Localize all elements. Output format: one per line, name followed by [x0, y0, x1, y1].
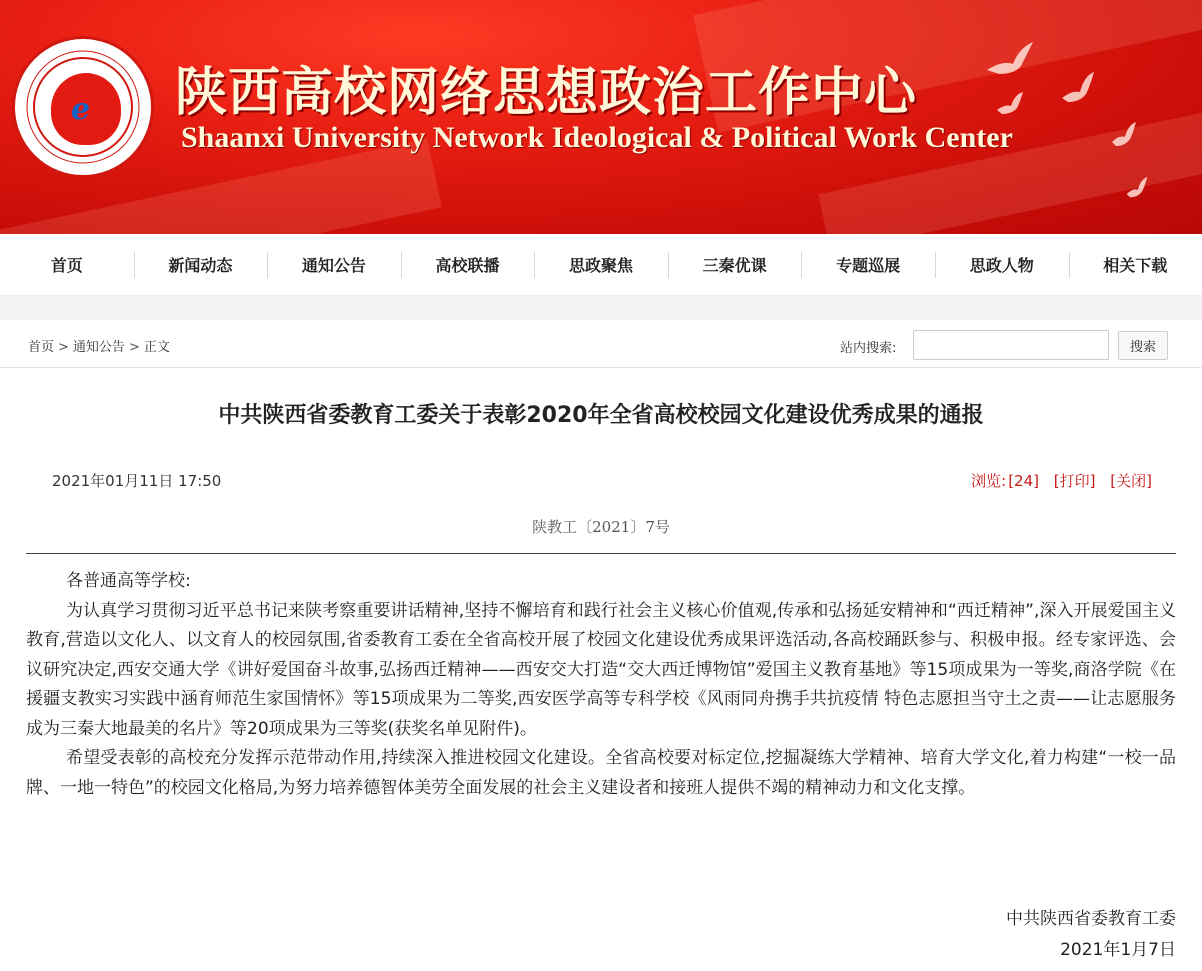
divider: [26, 553, 1176, 554]
site-banner: [0, 0, 1202, 234]
views-count: [24]: [1008, 472, 1039, 490]
close-link[interactable]: [关闭]: [1110, 472, 1152, 490]
breadcrumb-section[interactable]: 通知公告: [72, 340, 125, 355]
e-logo-icon: e: [71, 92, 91, 127]
location-bar: [0, 320, 1202, 368]
nav-item-campus-broadcast[interactable]: 高校联播: [401, 234, 535, 295]
nav-item-people[interactable]: 思政人物: [935, 234, 1069, 295]
breadcrumb-home[interactable]: 首页: [28, 340, 55, 355]
dove-icon: [995, 90, 1025, 118]
publish-datetime: 2021年01月11日 17:50: [52, 472, 222, 490]
document-number: 陕教工〔2021〕7号: [532, 518, 670, 536]
star-icon: ★: [49, 99, 66, 120]
signature-date: 2021年1月7日: [1060, 940, 1176, 960]
site-title-en: Shaanxi University Network Ideological & Political Work Center: [181, 121, 1013, 154]
site-title-cn: 陕西高校网络思想政治工作中心: [175, 62, 918, 123]
views-label: 浏览:: [971, 472, 1007, 490]
nav-item-news[interactable]: 新闻动态: [134, 234, 268, 295]
paragraph: 希望受表彰的高校充分发挥示范带动作用,持续深入推进校园文化建设。全省高校要对标定位,挖掘凝练大学精神、培育大学文化,着力构建“一校一品牌、一地一特色”的校园文化格局,为努力培养德智体美劳全面发展的社会主义建设者和接班人提供不竭的精神动力和文化支撑。: [26, 748, 1177, 798]
article-meta: [52, 470, 1152, 492]
dove-icon: [1125, 175, 1149, 201]
dove-icon: [1060, 70, 1096, 110]
breadcrumb: [28, 336, 170, 355]
article-title: 中共陕西省委教育工委关于表彰2020年全省高校校园文化建设优秀成果的通报: [218, 403, 984, 428]
dove-icon: [1110, 120, 1138, 150]
breadcrumb-separator: >: [58, 340, 69, 355]
nav-item-downloads[interactable]: 相关下载: [1069, 234, 1202, 295]
signature-org: 中共陕西省委教育工委: [1006, 909, 1176, 929]
breadcrumb-current: 正文: [143, 340, 170, 355]
site-logo[interactable]: [12, 36, 154, 178]
dove-icon: [985, 40, 1035, 80]
search-label: 站内搜索:: [840, 341, 897, 356]
paragraph: 为认真学习贯彻习近平总书记来陕考察重要讲话精神,坚持不懈培育和践行社会主义核心价值观,传承和弘扬延安精神和“西迁精神”,深入开展爱国主义教育,营造以文化人、以文育人的校园氛围,省委教育工委在全省高校开展了校园文化建设优秀成果评选活动,各高校踊跃参与、积极申报。经专家评选、会议研究决定,西安交通大学《讲好爱国奋斗故事,弘扬西迁精神——西安交大打造“交大西迁博物馆”爱国主义教育基地》等15项成果为一等奖,商洛学院《在援疆支教实习实践中涵育师范生家国情怀》等15项成果为二等奖,西安医学高等专科学校《风雨同舟携手共抗疫情 特色志愿担当守土之责——让志愿服务成为三秦大地最美的名片》等20项成果为三等奖(获奖名单见附件)。: [26, 600, 1176, 739]
nav-item-topics[interactable]: 专题巡展: [801, 234, 935, 295]
section-gap: [0, 296, 1202, 320]
nav-item-home[interactable]: 首页: [50, 256, 83, 275]
article-actions: [971, 470, 1152, 491]
article-body: [26, 567, 1176, 803]
search-button[interactable]: 搜索: [1118, 331, 1168, 360]
salutation: 各普通高等学校:: [66, 571, 191, 591]
nav-item-notices[interactable]: 通知公告: [267, 234, 401, 295]
signature: [1006, 904, 1176, 966]
print-link[interactable]: [打印]: [1053, 472, 1096, 490]
search-input[interactable]: [913, 330, 1109, 360]
main-nav: [0, 234, 1202, 296]
nav-item-focus[interactable]: 思政聚焦: [534, 234, 668, 295]
nav-item-courses[interactable]: 三秦优课: [668, 234, 802, 295]
breadcrumb-separator: >: [128, 340, 140, 355]
